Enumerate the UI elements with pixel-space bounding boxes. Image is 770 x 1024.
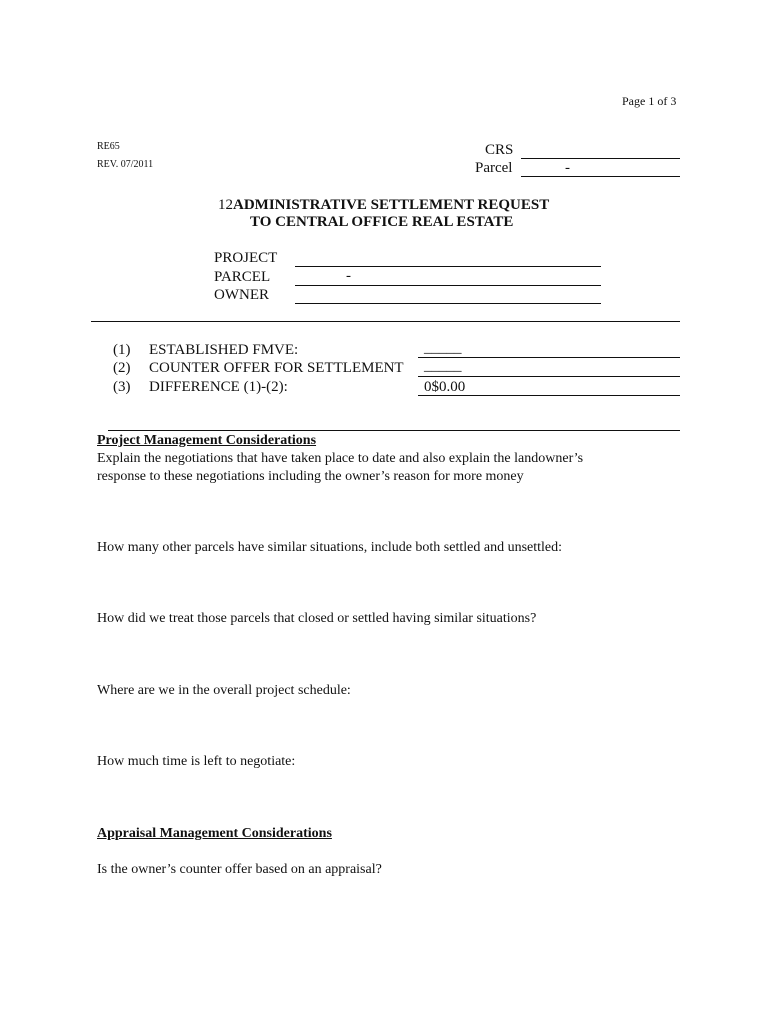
- project-mgmt-heading: Project Management Considerations: [97, 433, 317, 448]
- owner-field[interactable]: [295, 303, 601, 304]
- amount-3-label: DIFFERENCE (1)-(2):: [149, 379, 288, 395]
- amount-1-label: ESTABLISHED FMVE:: [149, 342, 299, 358]
- question-negotiations-line2: response to these negotiations including the owner’s reason for more money: [97, 469, 524, 484]
- owner-label: OWNER: [214, 287, 269, 303]
- project-label: PROJECT: [214, 250, 278, 266]
- parcel-info-value: -: [346, 268, 351, 284]
- page-indicator: Page 1 of 3: [622, 94, 677, 108]
- crs-label: CRS: [485, 142, 514, 158]
- amount-1-value[interactable]: _____: [424, 340, 462, 356]
- amount-1-number: (1): [113, 342, 131, 358]
- appraisal-mgmt-heading: Appraisal Management Considerations: [97, 826, 332, 841]
- parcel-label: Parcel: [475, 160, 513, 176]
- question-negotiations-line1: Explain the negotiations that have taken place to date and also explain the landowner’s: [97, 451, 584, 466]
- amount-2-field[interactable]: [418, 376, 680, 377]
- parcel-field-value: -: [565, 160, 570, 176]
- page-title-line1: [218, 197, 549, 214]
- amount-2-number: (2): [113, 360, 131, 376]
- amount-3-value[interactable]: 0$0.00: [424, 379, 466, 395]
- page-title-line2: TO CENTRAL OFFICE REAL ESTATE: [250, 214, 514, 230]
- amount-3-field[interactable]: [418, 395, 680, 396]
- section-divider: [91, 321, 680, 322]
- amount-3-number: (3): [113, 379, 131, 395]
- amount-2-label: COUNTER OFFER FOR SETTLEMENT: [149, 360, 404, 376]
- title-prefix: 12: [218, 197, 233, 213]
- form-code: RE65: [97, 141, 120, 152]
- parcel-info-label: PARCEL: [214, 269, 271, 285]
- crs-field[interactable]: [521, 158, 680, 159]
- question-appraisal: Is the owner’s counter offer based on an appraisal?: [97, 862, 382, 877]
- project-field[interactable]: [295, 266, 601, 267]
- amounts-divider: [108, 430, 680, 431]
- question-project-schedule: Where are we in the overall project schedule:: [97, 683, 351, 698]
- question-time-left: How much time is left to negotiate:: [97, 754, 296, 769]
- title-main: ADMINISTRATIVE SETTLEMENT REQUEST: [233, 197, 550, 213]
- question-closed-parcels: How did we treat those parcels that closed or settled having similar situations?: [97, 611, 537, 626]
- question-similar-parcels: How many other parcels have similar situations, include both settled and unsettled:: [97, 540, 563, 555]
- amount-2-value[interactable]: _____: [424, 358, 462, 374]
- parcel-field[interactable]: [521, 176, 680, 177]
- parcel-info-field[interactable]: [295, 285, 601, 286]
- revision-date: REV. 07/2011: [97, 159, 154, 170]
